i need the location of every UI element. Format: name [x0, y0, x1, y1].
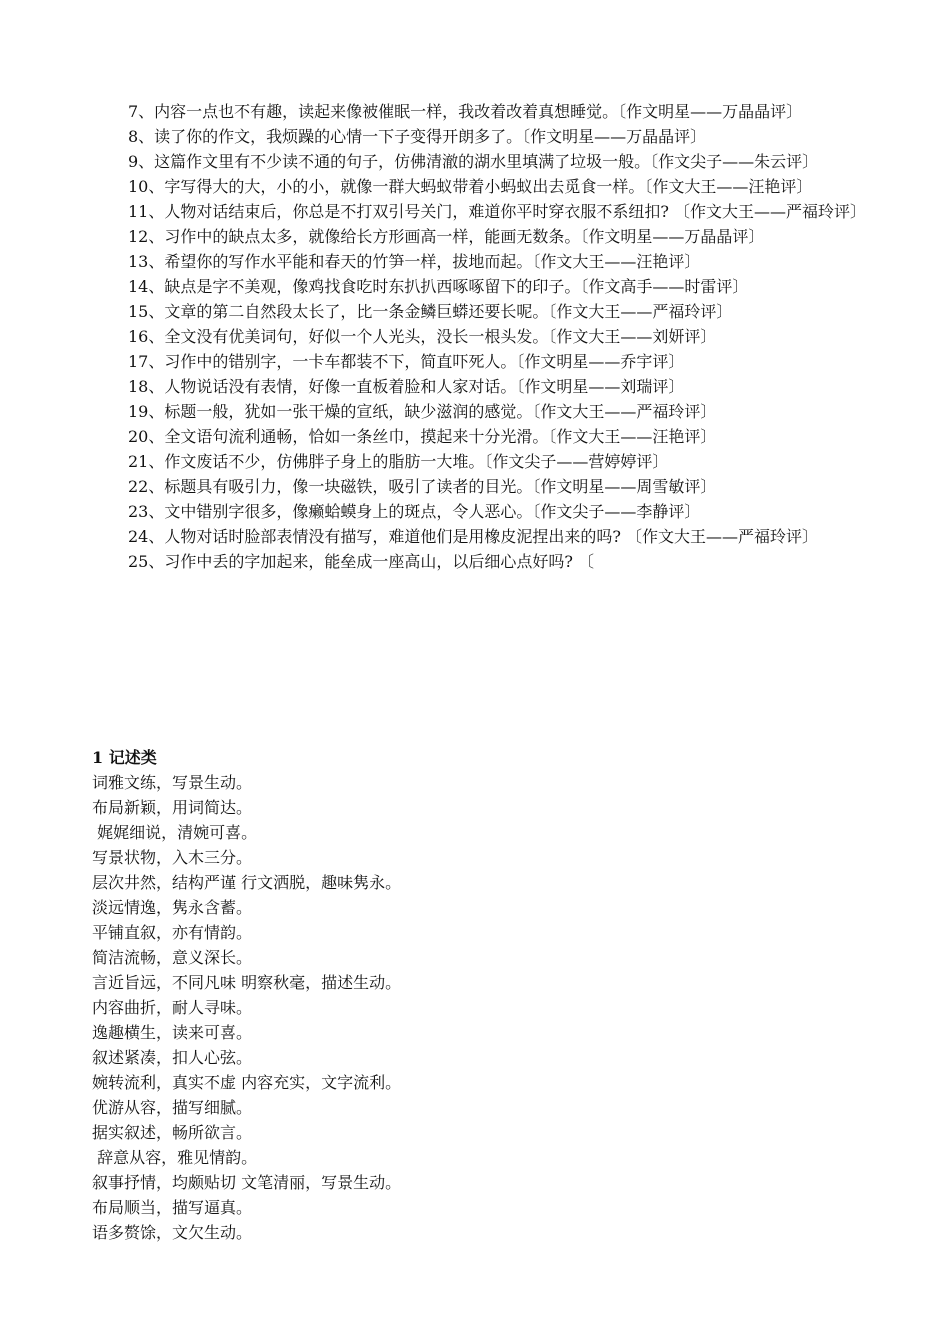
comment-item: 19、标题一般，犹如一张干燥的宣纸，缺少滋润的感觉。〔作文大王——严福玲评〕 [128, 402, 717, 421]
phrase-item: 叙述紧凑，扣人心弦。 [92, 1048, 253, 1067]
phrase-item: 内容曲折，耐人寻味。 [92, 998, 253, 1017]
phrase-item: 逸趣横生，读来可喜。 [92, 1023, 253, 1042]
comment-item: 8、读了你的作文，我烦躁的心情一下子变得开朗多了。〔作文明星——万晶晶评〕 [128, 127, 707, 146]
comment-item: 25、习作中丢的字加起来，能垒成一座高山，以后细心点好吗? 〔 [128, 552, 595, 571]
phrase-item: 婉转流利，真实不虚 内容充实，文字流利。 [92, 1073, 402, 1092]
phrase-item: 优游从容，描写细腻。 [92, 1098, 253, 1117]
phrase-item: 淡远情逸，隽永含蓄。 [92, 898, 253, 917]
comment-item: 13、希望你的写作水平能和春天的竹笋一样，拔地而起。〔作文大王——汪艳评〕 [128, 252, 701, 271]
comment-item: 7、内容一点也不有趣，读起来像被催眠一样，我改着改着真想睡觉。〔作文明星——万晶晶评〕 [128, 102, 803, 121]
phrase-item: 辞意从容，雅见情韵。 [92, 1148, 258, 1167]
phrase-item: 言近旨远，不同凡味 明察秋毫，描述生动。 [92, 973, 402, 992]
narrative-section [92, 745, 862, 1245]
phrase-item: 布局顺当，描写逼真。 [92, 1198, 253, 1217]
phrase-item: 层次井然，结构严谨 行文洒脱，趣味隽永。 [92, 873, 402, 892]
comment-item: 22、标题具有吸引力，像一块磁铁，吸引了读者的目光。〔作文明星——周雪敏评〕 [128, 477, 717, 496]
comment-item: 21、作文废话不少，仿佛胖子身上的脂肪一大堆。〔作文尖子——营婷婷评〕 [128, 452, 669, 471]
phrase-item: 语多赘馀，文欠生动。 [92, 1223, 253, 1242]
phrase-item: 简洁流畅，意义深长。 [92, 948, 253, 967]
comment-item: 24、人物对话时脸部表情没有描写，难道他们是用橡皮泥捏出来的吗? 〔作文大王——严福玲评〕 [128, 527, 819, 546]
phrase-item: 叙事抒情，均颇贴切 文笔清丽，写景生动。 [92, 1173, 402, 1192]
phrase-item: 平铺直叙，亦有情韵。 [92, 923, 253, 942]
comment-item: 23、文中错别字很多，像癞蛤蟆身上的斑点，令人恶心。〔作文尖子——李静评〕 [128, 502, 701, 521]
comment-item: 9、这篇作文里有不少读不通的句子，仿佛清澈的湖水里填满了垃圾一般。〔作文尖子——朱云评〕 [128, 152, 819, 171]
phrase-item: 娓娓细说，清婉可喜。 [92, 823, 258, 842]
comment-item: 20、全文语句流利通畅，恰如一条丝巾，摸起来十分光滑。〔作文大王——汪艳评〕 [128, 427, 717, 446]
phrase-item: 据实叙述，畅所欲言。 [92, 1123, 253, 1142]
comment-item: 17、习作中的错别字，一卡车都装不下，简直吓死人。〔作文明星——乔宇评〕 [128, 352, 685, 371]
comment-item: 10、字写得大的大，小的小，就像一群大蚂蚁带着小蚂蚁出去觅食一样。〔作文大王——汪艳评〕 [128, 177, 813, 196]
comment-item: 18、人物说话没有表情，好像一直板着脸和人家对话。〔作文明星——刘瑞评〕 [128, 377, 685, 396]
comment-item: 16、全文没有优美词句，好似一个人光头，没长一根头发。〔作文大王——刘妍评〕 [128, 327, 717, 346]
phrase-item: 写景状物，入木三分。 [92, 848, 253, 867]
comment-item: 12、习作中的缺点太多，就像给长方形画高一样，能画无数条。〔作文明星——万晶晶评〕 [128, 227, 765, 246]
comment-item: 11、人物对话结束后，你总是不打双引号关门，难道你平时穿衣服不系纽扣? 〔作文大王——严福玲评〕 [128, 202, 867, 221]
comment-list [92, 99, 867, 574]
phrase-item: 词雅文练，写景生动。 [92, 773, 253, 792]
comment-item: 14、缺点是字不美观，像鸡找食吃时东扒扒西啄啄留下的印子。〔作文高手——时雷评〕 [128, 277, 749, 296]
section-title: 1 记述类 [92, 748, 157, 767]
phrase-item: 布局新颖，用词简达。 [92, 798, 253, 817]
comment-item: 15、文章的第二自然段太长了，比一条金鳞巨蟒还要长呢。〔作文大王——严福玲评〕 [128, 302, 733, 321]
